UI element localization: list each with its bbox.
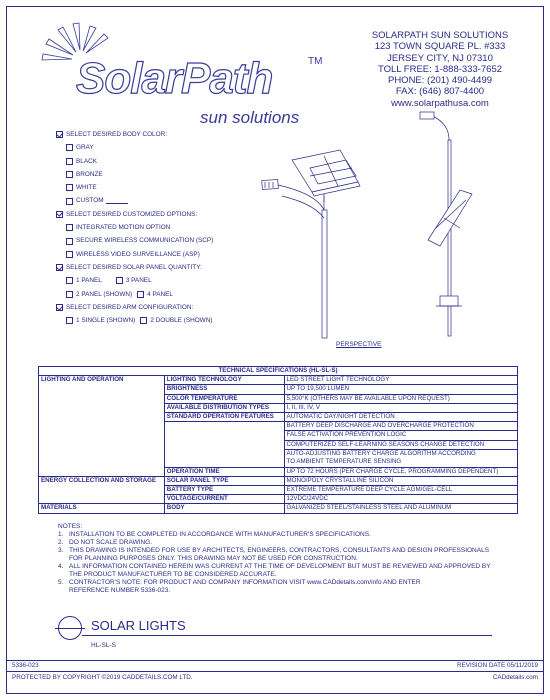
lamp-head <box>262 179 279 189</box>
value-cell: UP TO 72 HOURS (PER CHARGE CYCLE, PROGRAMMING DEPENDENT) <box>284 467 517 476</box>
table-row <box>39 376 518 385</box>
feature-cell: COLOR TEMPERATURE <box>164 394 284 403</box>
option-motion[interactable]: INTEGRATED MOTION OPTION <box>56 221 276 234</box>
option-asp[interactable]: WIRELESS VIDEO SURVEILLANCE (ASP) <box>56 248 276 261</box>
option-custom[interactable]: CUSTOM <box>56 194 276 207</box>
option-2-panel[interactable]: 2 PANEL (SHOWN) <box>76 290 133 298</box>
option-1-panel[interactable]: 1 PANEL <box>76 277 102 285</box>
company-phone: PHONE: (201) 490-4499 <box>387 75 493 87</box>
option-double-arm[interactable]: 2 DOUBLE (SHOWN) <box>150 317 213 325</box>
options-list <box>56 128 276 327</box>
feature-cell: BRIGHTNESS <box>164 385 284 394</box>
feature-cell: VOLTAGE/CURRENT <box>164 495 284 504</box>
revision-date: REVISION DATE 05/11/2019 <box>457 662 538 669</box>
copyright-notice: PROTECTED BY COPYRIGHT ©2019 CADDETAILS.COM LTD. <box>12 674 193 681</box>
checkbox[interactable] <box>137 291 144 298</box>
notes-heading: NOTES: <box>58 523 83 530</box>
feature-cell: SOLAR PANEL TYPE <box>164 476 284 485</box>
value-cell: 12VDC/24VDC <box>284 495 517 504</box>
notes-section <box>58 523 498 595</box>
feature-cell: LIGHTING TECHNOLOGY <box>164 376 284 385</box>
checkbox-checked[interactable] <box>56 131 63 138</box>
checkbox[interactable] <box>66 238 73 245</box>
checkbox[interactable] <box>140 317 147 324</box>
note-item: 4. ALL INFORMATION CONTAINED HEREIN WAS CURRENT AT THE TIME OF DEVELOPMENT BUT MUST BE REVIEWED AND APPROVED BY <box>58 563 491 570</box>
value-cell: UP TO 19,500 LUMEN <box>284 385 517 394</box>
feature-cell: OPERATION TIME <box>164 467 284 476</box>
table-row <box>39 458 518 467</box>
option-white[interactable]: WHITE <box>56 181 276 194</box>
table-row <box>39 385 518 394</box>
right-pole <box>448 140 451 336</box>
model-number: HL-SL-S <box>91 642 116 649</box>
title-bubble <box>58 616 82 640</box>
technical-specifications-table <box>38 366 518 514</box>
footer-divider <box>6 671 544 672</box>
drawing-title: SOLAR LIGHTS <box>91 618 186 633</box>
feature-cell: BODY <box>164 504 284 513</box>
value-cell: GALVANIZED STEEL/STAINLESS STEEL AND ALUMINUM <box>284 504 517 513</box>
checkbox-checked[interactable] <box>56 264 63 271</box>
checkbox[interactable] <box>66 158 73 165</box>
custom-options-heading: SELECT DESIRED CUSTOMIZED OPTIONS: <box>56 208 276 221</box>
option-4-panel[interactable]: 4 PANEL <box>147 290 173 298</box>
checkbox[interactable] <box>66 198 73 205</box>
category-cell: MATERIALS <box>39 504 165 513</box>
battery-box <box>440 296 458 306</box>
company-website[interactable]: www.solarpathusa.com <box>391 97 489 109</box>
company-fax: FAX: (646) 807-4400 <box>395 86 485 98</box>
right-lamp-head <box>420 112 434 119</box>
value-cell: AUTO-ADJUSTING BATTERY CHARGE ALGORITHM ACCORDING <box>284 449 517 458</box>
value-cell: TO AMBIENT TEMPERATURE SENSING <box>284 458 517 467</box>
value-cell: LED STREET LIGHT TECHNOLOGY <box>284 376 517 385</box>
value-cell: MONO/POLY CRYSTALLINE SILICON <box>284 476 517 485</box>
company-city: JERSEY CITY, NJ 07310 <box>387 52 493 64</box>
checkbox[interactable] <box>66 277 73 284</box>
left-pole <box>322 210 327 338</box>
panel-row-1 <box>56 274 276 287</box>
note-item: 1. INSTALLATION TO BE COMPLETED IN ACCORDANCE WITH MANUFACTURER'S SPECIFICATIONS. <box>58 531 371 538</box>
company-info <box>350 30 530 109</box>
note-item: FOR PLANNING PURPOSES ONLY. THIS DRAWING MAY NOT BE USED FOR CONSTRUCTION. <box>69 555 358 562</box>
feature-cell: AVAILABLE DISTRIBUTION TYPES <box>164 403 284 412</box>
option-black[interactable]: BLACK <box>56 155 276 168</box>
value-cell: FALSE ACTIVATION PREVENTION LOGIC <box>284 431 517 440</box>
checkbox[interactable] <box>66 317 73 324</box>
cad-details-link[interactable]: CADdetails.com <box>492 674 538 681</box>
table-row <box>39 422 518 431</box>
table-row <box>39 486 518 495</box>
table-row <box>39 495 518 504</box>
value-cell: BATTERY DEEP DISCHARGE AND OVERCHARGE PROTECTION <box>284 422 517 431</box>
table-row <box>39 413 518 422</box>
option-scp[interactable]: SECURE WIRELESS COMMUNICATION (SCP) <box>56 234 276 247</box>
checkbox[interactable] <box>66 184 73 191</box>
panel-quantity-heading: SELECT DESIRED SOLAR PANEL QUANTITY: <box>56 261 276 274</box>
company-address: 123 TOWN SQUARE PL. #333 <box>374 41 506 53</box>
table-row <box>39 440 518 449</box>
table-title-row <box>39 367 518 376</box>
arm-config-heading: SELECT DESIRED ARM CONFIGURATION: <box>56 301 276 314</box>
logo-wordmark: SolarPath <box>76 54 273 103</box>
feature-cell: STANDARD OPERATION FEATURES <box>164 413 284 422</box>
checkbox[interactable] <box>66 251 73 258</box>
checkbox[interactable] <box>66 144 73 151</box>
value-cell: 5,500°K (OTHERS MAY BE AVAILABLE UPON REQUEST) <box>284 394 517 403</box>
footer-divider <box>6 660 544 661</box>
category-cell: ENERGY COLLECTION AND STORAGE <box>39 476 165 485</box>
table-row <box>39 449 518 458</box>
note-item: 5. CONTRACTOR'S NOTE: FOR PRODUCT AND COMPANY INFORMATION VISIT www.CADdetails.com/info AND ENTER <box>58 579 421 586</box>
company-tollfree: TOLL FREE: 1-888-333-7652 <box>377 63 503 75</box>
table-title: TECHNICAL SPECIFICATIONS (HL-SL-S) <box>39 367 518 376</box>
note-item: 3. THIS DRAWING IS INTENDED FOR USE BY ARCHITECTS, ENGINEERS, CONTRACTORS, CONSULTANTS AND DESIGN PROFESSIONALS <box>58 547 490 554</box>
table-row <box>39 504 518 513</box>
checkbox-checked[interactable] <box>56 304 63 311</box>
checkbox[interactable] <box>66 291 73 298</box>
value-cell: COMPUTERIZED SELF-LEARNING SEASONS CHANGE DETECTION <box>284 440 517 449</box>
solar-light-perspective-drawing <box>260 110 500 340</box>
note-item: 2. DO NOT SCALE DRAWING. <box>58 539 153 546</box>
option-bronze[interactable]: BRONZE <box>56 168 276 181</box>
logo-tagline: sun solutions <box>200 108 300 127</box>
reference-number: 5336-023 <box>12 662 39 669</box>
value-cell: EXTREME TEMPERATURE DEEP CYCLE AGM/GEL-CELL <box>284 486 517 495</box>
option-gray[interactable]: GRAY <box>56 141 276 154</box>
option-single-arm[interactable]: 1 SINGLE (SHOWN) <box>76 317 136 325</box>
right-arm <box>432 116 449 140</box>
body-color-heading: SELECT DESIRED BODY COLOR: <box>56 128 276 141</box>
checkbox[interactable] <box>66 171 73 178</box>
value-cell: I, II, III, IV, V <box>284 403 517 412</box>
checkbox-checked[interactable] <box>56 211 63 218</box>
note-item: REFERENCE NUMBER 5336-023. <box>69 587 171 594</box>
table-row <box>39 467 518 476</box>
note-item: THE PRODUCT MANUFACTURER TO BE CONSIDERED ACCURATE. <box>69 571 277 578</box>
checkbox[interactable] <box>66 224 73 231</box>
category-cell: LIGHTING AND OPERATION <box>39 376 165 385</box>
custom-input-line[interactable] <box>106 198 128 204</box>
title-underline <box>82 635 492 636</box>
table-row <box>39 394 518 403</box>
arm-row <box>56 314 276 327</box>
panel-row-2 <box>56 288 276 301</box>
table-row <box>39 476 518 485</box>
perspective-caption: PERSPECTIVE <box>336 341 382 348</box>
feature-cell: BATTERY TYPE <box>164 486 284 495</box>
option-3-panel[interactable]: 3 PANEL <box>125 277 152 285</box>
company-name: SOLARPATH SUN SOLUTIONS <box>371 30 509 41</box>
trademark: TM <box>308 56 323 67</box>
table-row <box>39 403 518 412</box>
table-row <box>39 431 518 440</box>
solarpath-logo <box>40 20 330 127</box>
checkbox[interactable] <box>116 277 123 284</box>
value-cell: AUTOMATIC DAY/NIGHT DETECTION <box>284 413 517 422</box>
